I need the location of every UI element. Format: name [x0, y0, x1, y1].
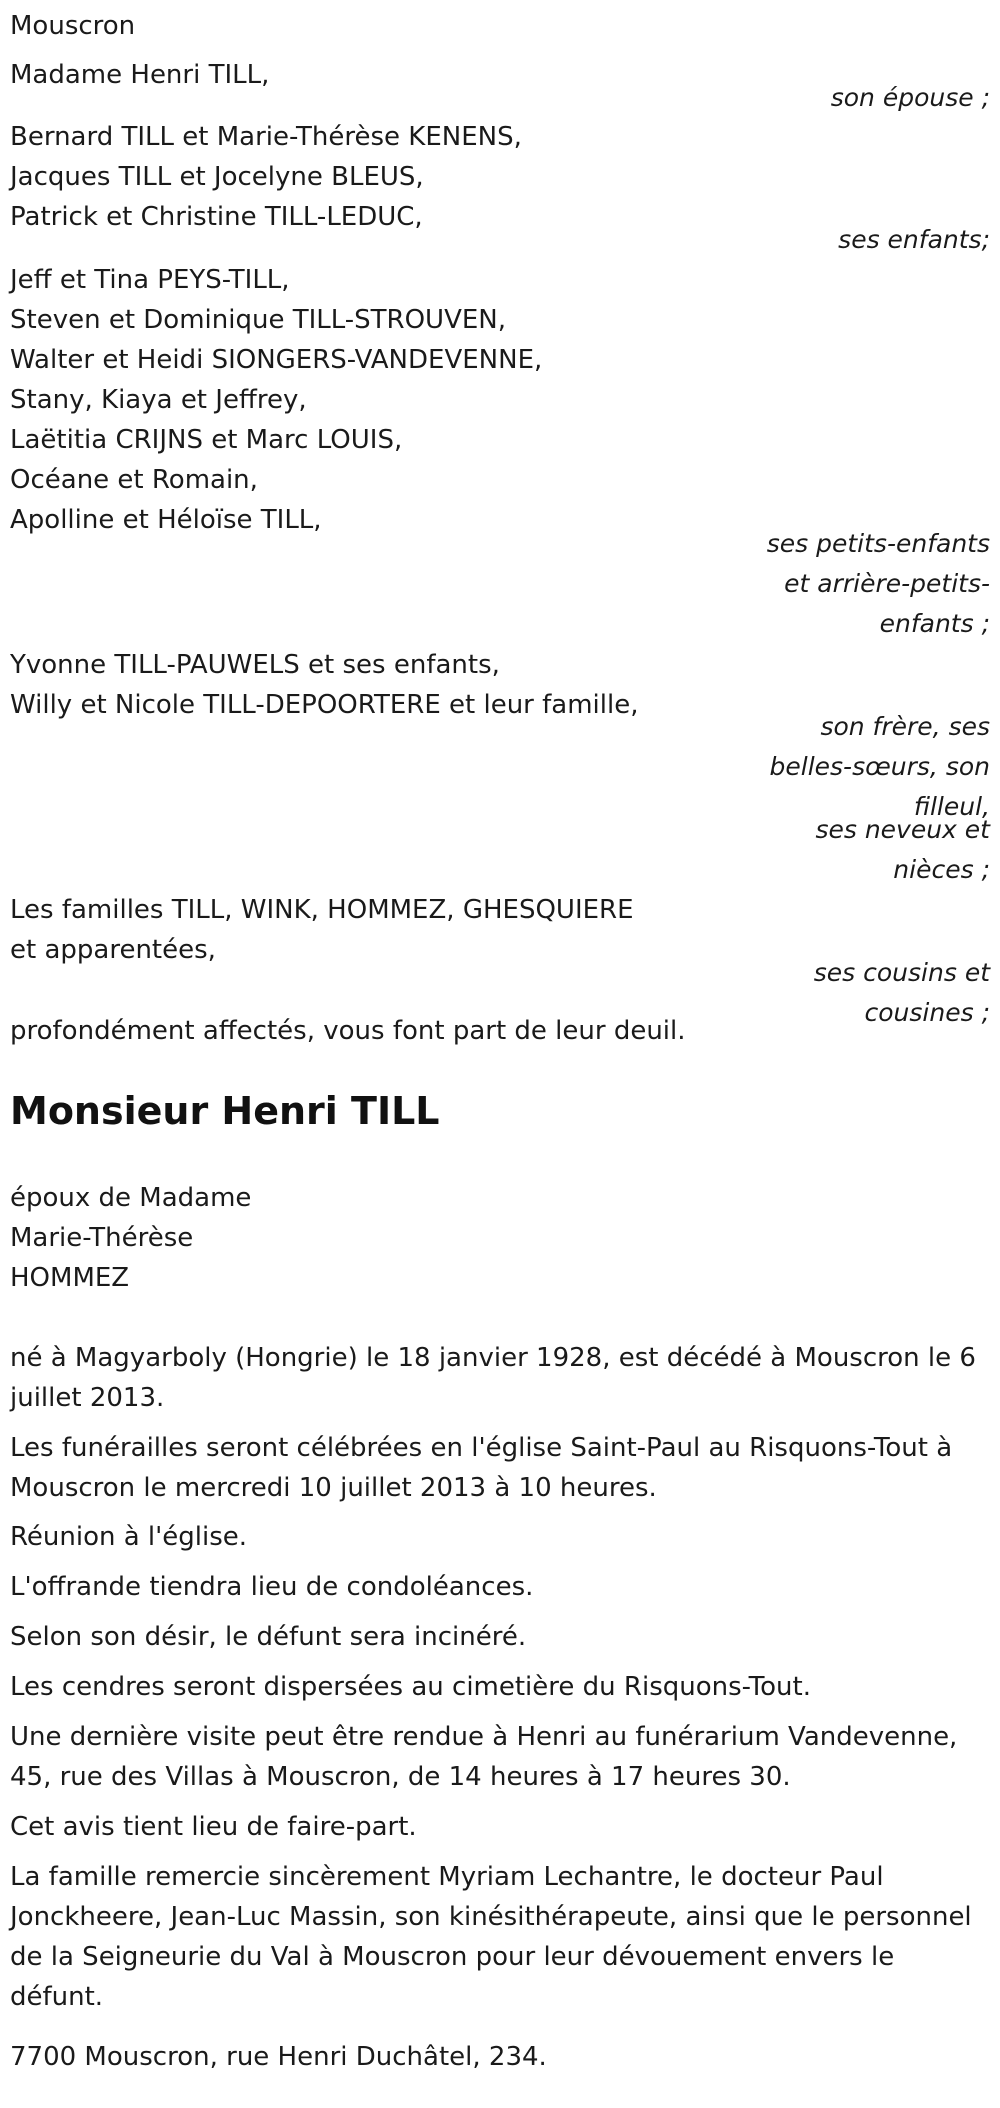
siblings-relation: son frère, ses: [820, 712, 990, 741]
sibling-line: Yvonne TILL-PAUWELS et ses enfants,: [10, 650, 500, 680]
sibling-line: Willy et Nicole TILL-DEPOORTERE et leur famille,: [10, 690, 639, 720]
spouse-of-line: époux de Madame: [10, 1183, 252, 1213]
child-line: Patrick et Christine TILL-LEDUC,: [10, 202, 423, 232]
child-line: Bernard TILL et Marie-Thérèse KENENS,: [10, 122, 522, 152]
grandchild-line: Walter et Heidi SIONGERS-VANDEVENNE,: [10, 345, 543, 375]
siblings-relation: filleul,: [913, 792, 990, 821]
child-line: Jacques TILL et Jocelyne BLEUS,: [10, 162, 424, 192]
deceased-name: Monsieur Henri TILL: [10, 1089, 440, 1133]
families-line: Les familles TILL, WINK, HOMMEZ, GHESQUIERE: [10, 895, 634, 925]
children-relation: ses enfants;: [838, 225, 990, 254]
cousins-relation: ses cousins et: [813, 958, 990, 987]
cremation-paragraph: Selon son désir, le défunt sera incinéré.: [10, 1622, 527, 1652]
spouse-relation: son épouse ;: [830, 83, 990, 112]
spouse-of-line: Marie-Thérèse: [10, 1223, 194, 1253]
siblings-relation: belles-sœurs, son: [769, 752, 990, 781]
grandchild-line: Océane et Romain,: [10, 465, 258, 495]
nephews-relation: nièces ;: [893, 855, 990, 884]
grandchildren-relation: et arrière-petits-: [784, 569, 990, 598]
closing-line: profondément affectés, vous font part de leur deuil.: [10, 1016, 686, 1046]
families-line: et apparentées,: [10, 935, 216, 965]
nephews-relation: ses neveux et: [815, 815, 990, 844]
meeting-paragraph: Réunion à l'église.: [10, 1522, 248, 1552]
grandchild-line: Stany, Kiaya et Jeffrey,: [10, 385, 307, 415]
birth-death-paragraph: né à Magyarboly (Hongrie) le 18 janvier 1928, est décédé à Mouscron le 6 juillet 2013.: [10, 1343, 976, 1413]
grandchild-line: Laëtitia CRIJNS et Marc LOUIS,: [10, 425, 403, 455]
ashes-paragraph: Les cendres seront dispersées au cimetière du Risquons-Tout.: [10, 1672, 811, 1702]
notice-paragraph: Cet avis tient lieu de faire-part.: [10, 1812, 417, 1842]
offering-paragraph: L'offrande tiendra lieu de condoléances.: [10, 1572, 534, 1602]
grandchild-line: Jeff et Tina PEYS-TILL,: [10, 265, 290, 295]
grandchildren-relation: ses petits-enfants: [766, 529, 990, 558]
thanks-paragraph: La famille remercie sincèrement Myriam Lechantre, le docteur Paul Jonckheere, Jean-Luc Massin, son kinésithérapeute, ainsi que le personnel de la Seigneurie du Val à Mouscron pour leur dévouement envers le défunt.: [10, 1862, 972, 2012]
spouse-name: Madame Henri TILL,: [10, 60, 270, 90]
address-line: 7700 Mouscron, rue Henri Duchâtel, 234.: [10, 2042, 547, 2072]
spouse-of-line: HOMMEZ: [10, 1263, 130, 1293]
visit-paragraph: Une dernière visite peut être rendue à Henri au funérarium Vandevenne, 45, rue des Villas à Mouscron, de 14 heures à 17 heures 30.: [10, 1722, 958, 1792]
grandchild-line: Steven et Dominique TILL-STROUVEN,: [10, 305, 507, 335]
grandchild-line: Apolline et Héloïse TILL,: [10, 505, 322, 535]
cousins-relation: cousines ;: [864, 998, 990, 1027]
funeral-paragraph: Les funérailles seront célébrées en l'église Saint-Paul au Risquons-Tout à Mouscron le mercredi 10 juillet 2013 à 10 heures.: [10, 1433, 953, 1503]
grandchildren-relation: enfants ;: [879, 609, 990, 638]
city-header: Mouscron: [10, 11, 136, 41]
